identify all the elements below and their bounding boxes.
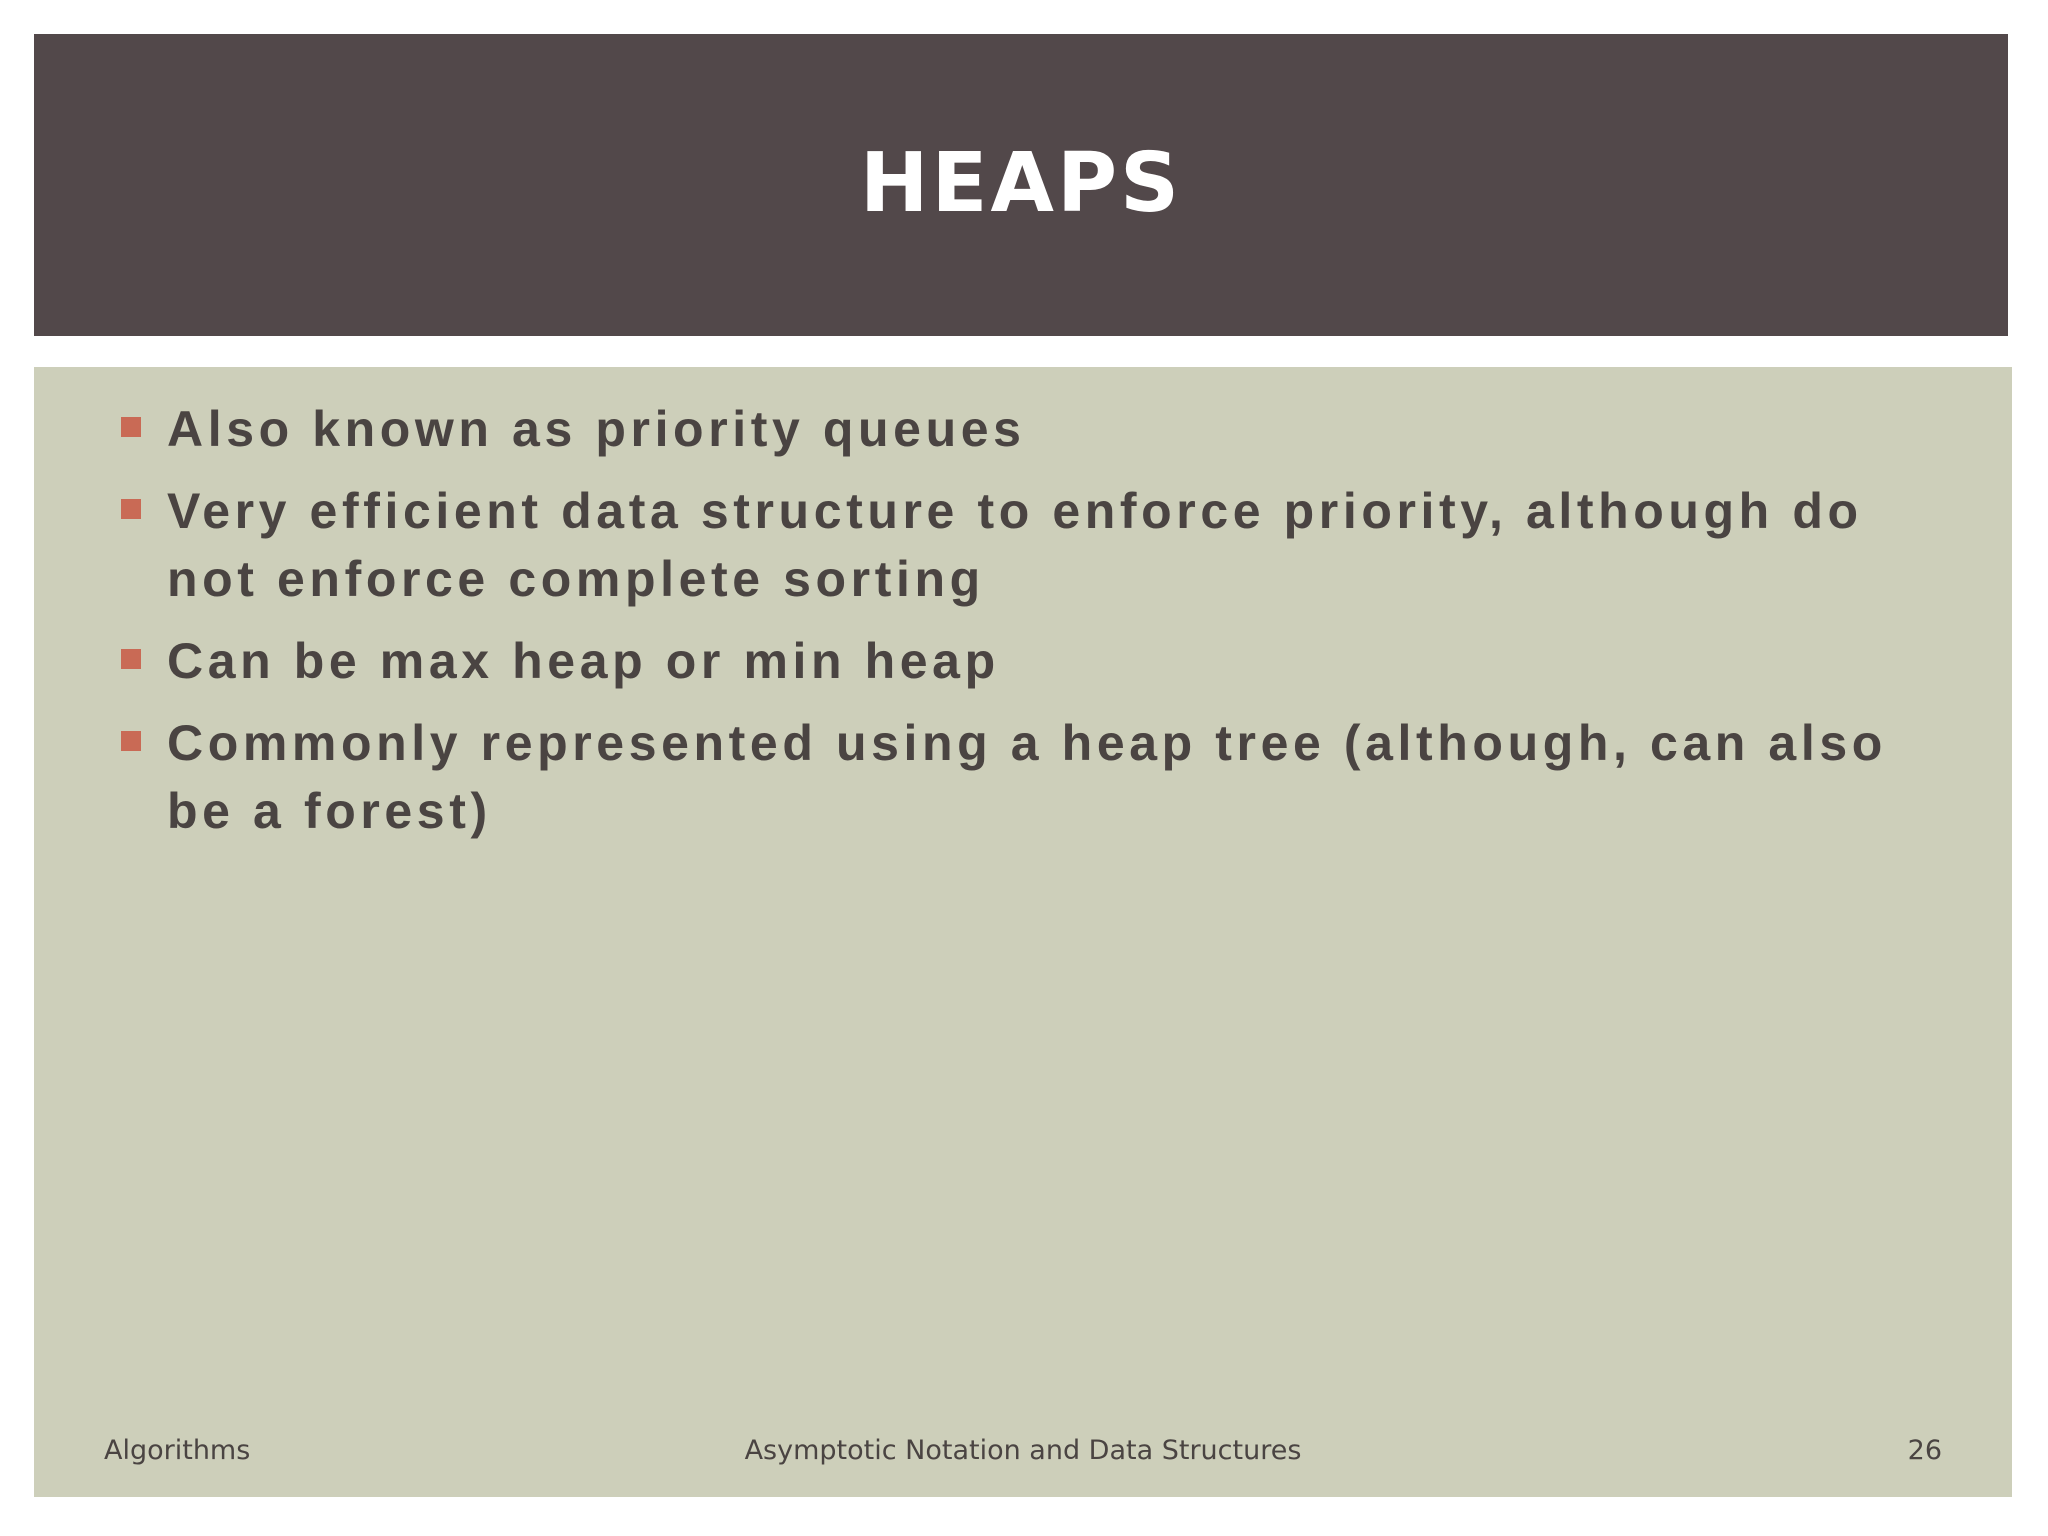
footer-course-name: Algorithms [104,1435,251,1466]
bullet-text: Also known as priority queues [167,401,1026,457]
bullet-item [34,395,2012,463]
square-bullet-icon [121,731,141,751]
bullet-list [34,395,2012,859]
square-bullet-icon [121,499,141,519]
bullet-text: Very efficient data structure to enforce priority, although do not enforce complete sorting [167,483,1863,607]
bullet-item [34,709,2012,845]
bullet-item [34,477,2012,613]
slide-footer [34,1435,2012,1475]
square-bullet-icon [121,417,141,437]
title-band [34,34,2008,336]
square-bullet-icon [121,649,141,669]
bullet-text: Can be max heap or min heap [167,633,1000,689]
bullet-text: Commonly represented using a heap tree (although, can also be a forest) [167,715,1887,839]
bullet-item [34,627,2012,695]
page-number: 26 [1907,1435,1942,1466]
slide-title: HEAPS [859,135,1183,231]
footer-lecture-title: Asymptotic Notation and Data Structures [744,1435,1302,1466]
content-area [34,367,2012,1497]
